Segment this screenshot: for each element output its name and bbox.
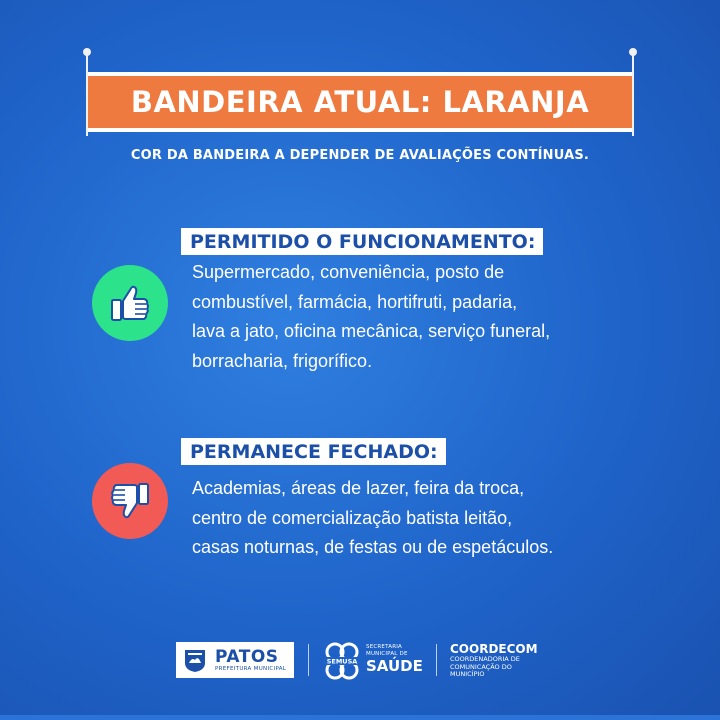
semusa-label: SEMUSA: [326, 657, 358, 666]
saude-sub-1: SECRETARIA: [366, 644, 403, 650]
coordecom-sub-1: COORDENADORIA DE: [450, 655, 520, 663]
saude-name: SAÚDE: [366, 657, 423, 675]
allowed-text: [192, 258, 702, 376]
footer-logos: [0, 636, 720, 686]
saude-logo: [366, 644, 423, 674]
subtitle: COR DA BANDEIRA A DEPENDER DE AVALIAÇÕES CONTÍNUAS.: [130, 148, 590, 163]
patos-logo: [176, 642, 294, 678]
thumbs-down-icon: [92, 463, 168, 539]
banner-title: BANDEIRA ATUAL: LARANJA: [130, 85, 590, 119]
closed-line: Academias, áreas de lazer, feira da troca,: [192, 478, 525, 498]
banner: [86, 52, 634, 136]
allowed-line: Supermercado, conveniência, posto de: [192, 262, 505, 282]
patos-emblem-icon: [181, 646, 209, 674]
coordecom-sub-2: COMUNICAÇÃO DO: [450, 662, 512, 671]
allowed-heading: PERMITIDO O FUNCIONAMENTO:: [181, 228, 543, 255]
coordecom-sub-3: MUNICÍPIO: [450, 670, 485, 678]
footer-divider: [436, 644, 437, 676]
allowed-line: borracharia, frigorífico.: [192, 350, 373, 371]
semusa-logo-icon: [322, 640, 362, 682]
saude-sub-2: MUNICIPAL DE: [366, 651, 408, 657]
closed-line: casas noturnas, de festas ou de espetáculos.: [192, 537, 554, 557]
closed-text: [192, 474, 702, 563]
bottom-strip: [0, 715, 720, 720]
closed-line: centro de comercialização batista leitão,: [192, 507, 513, 528]
coordecom-logo: [450, 642, 538, 679]
footer-divider: [308, 644, 309, 676]
patos-subtitle: PREFEITURA MUNICIPAL: [215, 666, 287, 672]
coordecom-name: COORDECOM: [450, 642, 538, 656]
thumbs-up-icon: [92, 265, 168, 341]
banner-pole-right: [632, 52, 634, 136]
closed-heading: PERMANECE FECHADO:: [181, 438, 446, 465]
patos-name: PATOS: [215, 647, 279, 667]
banner-flag: [88, 72, 632, 132]
allowed-line: combustível, farmácia, hortifruti, padaria,: [192, 291, 518, 312]
allowed-line: lava a jato, oficina mecânica, serviço funeral,: [192, 321, 551, 341]
